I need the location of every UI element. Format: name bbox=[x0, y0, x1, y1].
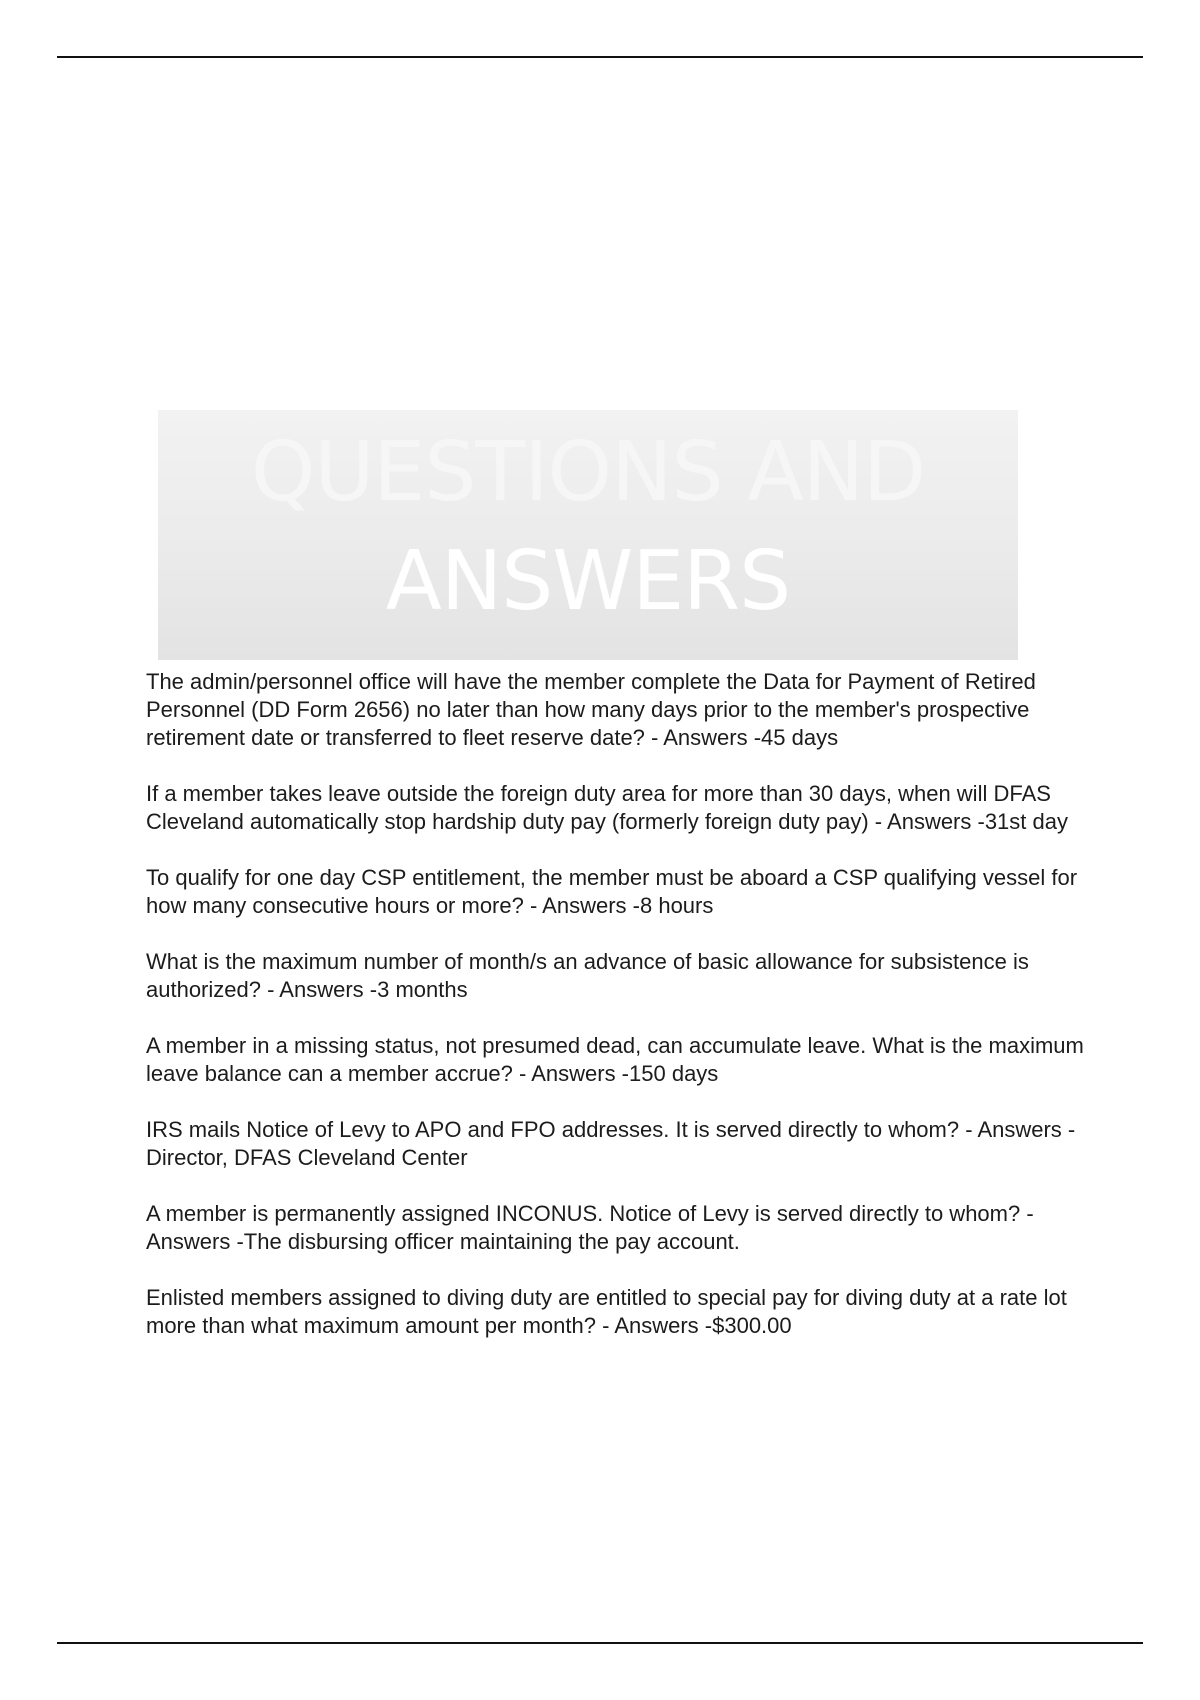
banner-title-line2: ANSWERS bbox=[385, 534, 791, 629]
qa-item: A member in a missing status, not presumed dead, can accumulate leave. What is the maximum leave balance can a member accrue? - Answers -150 days bbox=[146, 1033, 1084, 1086]
qa-item: To qualify for one day CSP entitlement, the member must be aboard a CSP qualifying vessel for how many consecutive hours or more? - Answers -8 hours bbox=[146, 865, 1078, 918]
qa-item: IRS mails Notice of Levy to APO and FPO addresses. It is served directly to whom? - Answers -Director, DFAS Cleveland Center bbox=[146, 1117, 1076, 1170]
footer-rule bbox=[57, 1642, 1143, 1644]
watermark-banner bbox=[158, 410, 1018, 660]
qa-item: Enlisted members assigned to diving duty are entitled to special pay for diving duty at a rate lot more than what maximum amount per month? - Answers -$300.00 bbox=[146, 1285, 1067, 1338]
qa-item: What is the maximum number of month/s an advance of basic allowance for subsistence is authorized? - Answers -3 months bbox=[146, 949, 1029, 1002]
qa-list bbox=[146, 668, 1096, 1368]
qa-item: If a member takes leave outside the foreign duty area for more than 30 days, when will DFAS Cleveland automatically stop hardship duty pay (formerly foreign duty pay) - Answers -31st day bbox=[146, 781, 1068, 834]
qa-item: The admin/personnel office will have the member complete the Data for Payment of Retired Personnel (DD Form 2656) no later than how many days prior to the member's prospective retirement date or transferred to fleet reserve date? - Answers -45 days bbox=[146, 669, 1036, 750]
banner-title-line1: QUESTIONS AND bbox=[250, 425, 926, 520]
header-rule bbox=[57, 56, 1143, 58]
qa-item: A member is permanently assigned INCONUS. Notice of Levy is served directly to whom? - Answers -The disbursing officer maintaining the pay account. bbox=[146, 1201, 1034, 1254]
